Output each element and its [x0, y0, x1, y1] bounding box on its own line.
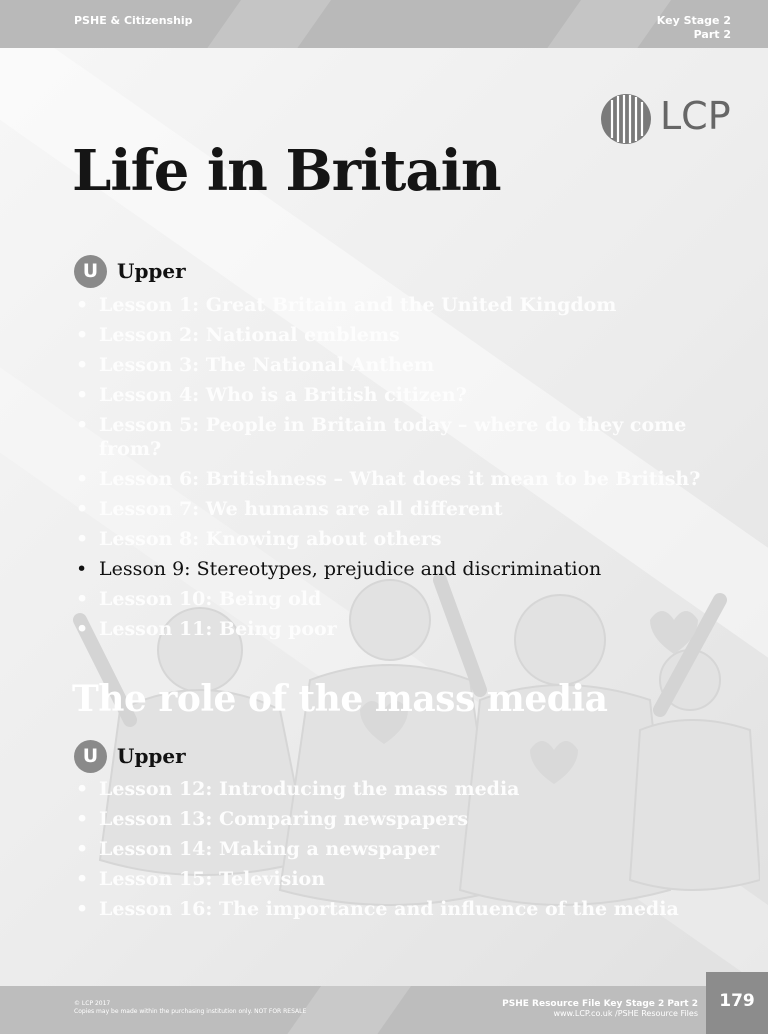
- lesson-text: • Lesson 3: The National Anthem: [99, 354, 435, 376]
- header-subject: PSHE & Citizenship: [74, 14, 193, 27]
- lesson-text: • Lesson 5: People in Britain today – where do they come from?: [99, 414, 687, 460]
- lesson-text: • Lesson 6: Britishness – What does it mean to be British?: [99, 468, 701, 490]
- lesson-item: [74, 897, 724, 921]
- lesson-text: • Lesson 10: Being old: [99, 588, 322, 610]
- header-stage-info: [657, 14, 731, 42]
- page-footer: [0, 986, 768, 1034]
- lesson-item-current: [74, 557, 724, 581]
- header-stage: Key Stage 2: [656, 14, 731, 27]
- footer-notice: Copies may be made within the purchasing institution only. NOT FOR RESALE: [74, 1008, 307, 1015]
- level-label: Upper: [117, 744, 186, 768]
- section-title: The role of the mass media: [72, 678, 608, 720]
- header-part: Part 2: [693, 28, 731, 41]
- lesson-text: • Lesson 1: Great Britain and the United Kingdom: [99, 294, 617, 316]
- footer-copyright: © LCP 2017: [74, 1000, 111, 1007]
- lesson-text: • Lesson 16: The importance and influence of the media: [99, 898, 679, 920]
- lesson-item: [74, 383, 724, 407]
- lesson-text: • Lesson 2: National emblems: [99, 324, 400, 346]
- lesson-text: • Lesson 14: Making a newspaper: [99, 838, 440, 860]
- lesson-list: [74, 777, 724, 927]
- lesson-text: • Lesson 7: We humans are all different: [99, 498, 503, 520]
- lesson-item: [74, 353, 724, 377]
- lesson-text: • Lesson 13: Comparing newspapers: [99, 808, 469, 830]
- footer-resource-block: [502, 999, 698, 1019]
- lesson-text: • Lesson 15: Television: [99, 868, 326, 890]
- page-number: 179: [706, 972, 768, 1034]
- footer-resource-title: PSHE Resource File Key Stage 2 Part 2: [502, 999, 698, 1009]
- header-stripe: [185, 0, 345, 48]
- page-header: [0, 0, 768, 48]
- footer-resource-url: www.LCP.co.uk /PSHE Resource Files: [553, 1009, 698, 1018]
- lesson-item: [74, 527, 724, 551]
- lesson-text: • Lesson 12: Introducing the mass media: [99, 778, 520, 800]
- lesson-text: • Lesson 4: Who is a British citizen?: [99, 384, 467, 406]
- lesson-item: [74, 293, 724, 317]
- level-badge: U: [74, 740, 107, 773]
- level-label: Upper: [117, 259, 186, 283]
- lesson-item: [74, 467, 724, 491]
- lesson-list: [74, 293, 724, 647]
- lesson-item: [74, 323, 724, 347]
- logo-text: LCP: [660, 94, 731, 138]
- lesson-item: [74, 413, 724, 461]
- lesson-item: [74, 617, 724, 641]
- lesson-item: [74, 777, 724, 801]
- lesson-item: [74, 807, 724, 831]
- lesson-item: [74, 497, 724, 521]
- lesson-item: [74, 587, 724, 611]
- lesson-text: • Lesson 8: Knowing about others: [99, 528, 442, 550]
- footer-copyright-block: [74, 1000, 306, 1016]
- lesson-text: • Lesson 9: Stereotypes, prejudice and discrimination: [99, 558, 602, 580]
- lesson-text: • Lesson 11: Being poor: [99, 618, 337, 640]
- lesson-item: [74, 837, 724, 861]
- lesson-item: [74, 867, 724, 891]
- page-title: Life in Britain: [72, 138, 501, 204]
- level-badge: U: [74, 255, 107, 288]
